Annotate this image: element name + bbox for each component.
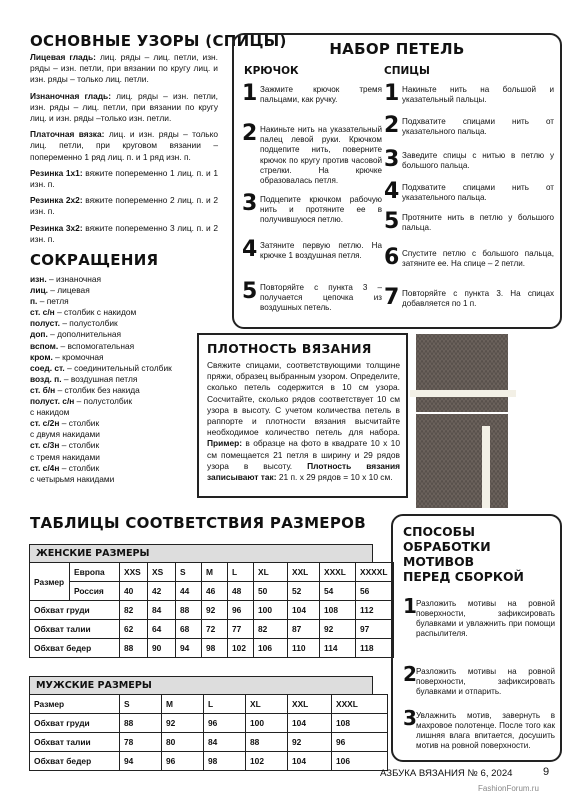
abbr-value: – столбик [61,418,100,429]
hook-step [242,123,382,186]
europe-size: S [176,563,202,582]
table-cell: 108 [332,714,388,733]
abbr-item [30,352,200,363]
table-row [30,563,394,582]
abbr-key: лиц. [30,285,48,296]
step-number: 2 [384,113,400,138]
needle-step [384,115,554,137]
table-cell: 104 [288,714,332,733]
pattern-desc: лиц. ряды – лиц. петли, изн. ряды – изн. петли, при вязании по кругу лиц. и изн. ряды – только лиц. петли. [30,52,218,85]
motif-step [403,708,555,751]
table-cell: 88 [120,714,162,733]
russia-size: 40 [120,582,148,601]
gauge-example-label: Пример: [207,438,243,449]
abbr-item [30,407,200,418]
table-cell: 106 [332,752,388,771]
table-cell: 94 [176,639,202,658]
europe-size: XL [254,563,288,582]
women-sizes-label: ЖЕНСКИЕ РАЗМЕРЫ [29,544,373,562]
men-sizes [29,676,388,771]
needle-step [384,287,554,309]
table-row [30,639,394,658]
size-cell: XXL [288,695,332,714]
size-cell: XXXL [332,695,388,714]
row-label: Обхват бедер [30,752,120,771]
step-text: Повторяйте с пункта 3. На спицах добавляется по 1 п. [402,289,554,309]
table-cell: 100 [246,714,288,733]
abbr-item [30,341,200,352]
needles-column-label: СПИЦЫ [384,65,430,77]
gauge-title: ПЛОТНОСТЬ ВЯЗАНИЯ [207,341,372,356]
table-row [30,714,388,733]
needle-step [384,181,554,203]
abbr-item [30,429,200,440]
motif-step [403,664,555,697]
pattern-term: Изнаночная гладь: [30,90,111,101]
table-cell: 104 [288,752,332,771]
abbr-key: п. [30,296,38,307]
gauge-record: 21 п. х 29 рядов = 10 х 10 см. [278,472,393,483]
abbr-value: – петля [39,296,69,307]
gauge-text [207,360,400,483]
table-row [30,620,394,639]
table-cell: 84 [148,601,176,620]
table-cell: 92 [320,620,356,639]
table-cell: 87 [288,620,320,639]
table-row [30,582,394,601]
size-cell: XL [246,695,288,714]
abbr-item [30,374,200,385]
step-text: Зажмите крючок тремя пальцами, как ручку. [260,85,382,105]
table-cell: 98 [202,639,228,658]
basic-patterns-title: ОСНОВНЫЕ УЗОРЫ (СПИЦЫ) [30,32,287,50]
hook-step [242,193,382,226]
table-row [30,752,388,771]
abbr-key: ст. с/3н [30,440,60,451]
step-text: Подхватите спицами нить от указательного пальца. [402,117,554,137]
russia-size: 44 [176,582,202,601]
needle-step [384,247,554,269]
abbr-item [30,285,200,296]
abbr-key: полуст. с/н [30,396,75,407]
abbr-key: ст. с/4н [30,462,60,473]
table-cell: 88 [246,733,288,752]
table-cell: 72 [202,620,228,639]
hook-step [242,281,382,314]
step-number: 3 [403,706,417,730]
women-size-table [29,562,394,658]
hook-step [242,83,382,105]
table-cell: 82 [254,620,288,639]
table-cell: 96 [332,733,388,752]
table-cell: 62 [120,620,148,639]
table-cell: 100 [254,601,288,620]
abbr-value: – полустолбик [62,318,118,329]
table-cell: 96 [204,714,246,733]
motif-step [403,596,555,639]
table-cell: 64 [148,620,176,639]
russia-size: 46 [202,582,228,601]
europe-label: Европа [70,563,120,582]
step-number: 3 [242,191,258,216]
table-cell: 97 [356,620,394,639]
table-cell: 90 [148,639,176,658]
abbr-key: соед. ст. [30,362,65,373]
abbr-value: – изнаночная [49,274,102,284]
step-number: 1 [384,81,400,106]
abbr-item [30,474,200,485]
pattern-item [30,129,218,163]
pattern-item [30,223,218,245]
abbr-value: – полустолбик [76,396,133,407]
abbr-value: – кромочная [55,351,104,362]
size-cell: M [162,695,204,714]
row-label: Обхват груди [30,601,120,620]
russia-size: 42 [148,582,176,601]
step-number: 4 [242,237,258,262]
abbr-item [30,452,200,463]
abbr-value: – столбик с накидом [57,307,137,318]
abbr-value: с накидом [30,407,70,418]
row-label: Обхват груди [30,714,120,733]
abbr-key: ст. с/н [30,307,55,318]
motifs-title-line: ОБРАБОТКИ [403,539,491,554]
men-sizes-label: МУЖСКИЕ РАЗМЕРЫ [29,676,373,694]
europe-size: XXXXL [356,563,394,582]
abbr-key: ст. б/н [30,384,56,395]
abbr-item [30,307,200,318]
abbr-value: с четырьмя накидами [30,473,115,484]
gauge-body: Свяжите спицами, соответствующими толщине пряжи, образец выбранным узором. Определите, сколько петель содержится в 10 см узора. Сосчитайте, сколько рядов соответствует 10 см узора в высоту. С учетом количества петель в раппорте и плотности вязания высчитайте необходимое количество петель для набора. [207,360,400,438]
table-cell: 96 [228,601,254,620]
table-cell: 92 [288,733,332,752]
russia-size: 56 [356,582,394,601]
motifs-title-line: СПОСОБЫ [403,524,475,539]
abbr-item [30,274,200,285]
pattern-item [30,195,218,217]
russia-size: 50 [254,582,288,601]
pattern-desc: вяжите попеременно 2 лиц. п. и 2 изн. п. [30,195,218,217]
table-row [30,601,394,620]
table-cell: 110 [288,639,320,658]
pattern-desc: вяжите попеременно 3 лиц. п. и 2 изн. п. [30,222,218,244]
table-cell: 114 [320,639,356,658]
motifs-title [403,524,524,584]
motifs-box [391,514,562,762]
step-text: Подцепите крючком рабочую нить и протяните ее в получившуюся петлю. [260,195,382,225]
europe-size: XS [148,563,176,582]
abbr-key: вспом. [30,340,59,351]
pattern-term: Резинка 2х2: [30,195,83,206]
pattern-item [30,52,218,86]
row-label: Обхват бедер [30,639,120,658]
abbr-key: кром. [30,351,53,362]
size-tables-title: ТАБЛИЦЫ СООТВЕТСТВИЯ РАЗМЕРОВ [30,514,366,532]
abbr-value: – вспомогательная [60,340,135,351]
size-cell: L [204,695,246,714]
pattern-term: Резинка 3х2: [30,222,83,233]
table-cell: 84 [204,733,246,752]
abbr-item [30,296,200,307]
step-number: 1 [403,594,417,618]
size-header: Размер [30,563,70,601]
abbr-item [30,318,200,329]
abbr-item [30,329,200,340]
step-text: Спустите петлю с большого пальца, затяните ее. На спице – 2 петли. [402,249,554,269]
gauge-box [197,333,408,498]
step-text: Протяните нить в петлю у большого пальца. [402,213,554,233]
step-number: 3 [384,147,400,172]
table-cell: 80 [162,733,204,752]
hook-step [242,239,382,261]
table-cell: 92 [162,714,204,733]
basic-patterns-list [30,52,218,250]
motifs-title-line: МОТИВОВ [403,554,475,569]
table-cell: 68 [176,620,202,639]
abbr-value: – воздушная петля [63,373,138,384]
russia-label: Россия [70,582,120,601]
pattern-item [30,168,218,190]
abbreviations-title: СОКРАЩЕНИЯ [30,251,159,269]
abbr-key: доп. [30,329,48,340]
table-row [30,695,388,714]
abbr-value: – столбик без накида [57,384,140,395]
abbr-value: – лицевая [50,285,90,296]
step-text: Повторяйте с пункта 3 – получается цепочка из воздушных петель. [260,283,382,313]
russia-size: 48 [228,582,254,601]
step-text: Заведите спицы с нитью в петлю у большого пальца. [402,151,554,171]
table-cell: 77 [228,620,254,639]
abbr-value: – столбик [61,462,100,473]
table-cell: 104 [288,601,320,620]
table-cell: 96 [162,752,204,771]
pattern-desc: вяжите попеременно 1 лиц. п. и 1 изн. п. [30,167,218,190]
step-number: 2 [242,121,258,146]
abbr-value: с двумя накидами [30,429,100,440]
abbr-item [30,418,200,429]
size-cell: S [120,695,162,714]
europe-size: M [202,563,228,582]
table-cell: 118 [356,639,394,658]
pattern-desc: лиц. ряды – изн. петли, изн. ряды – лиц. петли, при вязании по кругу лиц. и изн. ряды –только изн. петли. [30,90,219,124]
table-cell: 88 [120,639,148,658]
women-sizes [29,544,394,658]
abbreviations-list [30,274,200,485]
step-text: Разложить мотивы на ровной поверхности, зафиксировать булавками и увлажнить при помощи распылителя. [416,599,555,639]
step-number: 5 [242,279,258,304]
table-cell: 102 [246,752,288,771]
pattern-term: Лицевая гладь: [30,52,96,62]
abbr-value: – столбик [61,440,100,451]
table-cell: 102 [228,639,254,658]
row-label: Обхват талии [30,620,120,639]
step-number: 5 [384,209,400,234]
abbr-key: изн. [30,274,47,284]
step-number: 4 [384,179,400,204]
europe-size: XXL [288,563,320,582]
hook-column-label: КРЮЧОК [244,65,299,77]
abbr-key: полуст. [30,318,60,329]
pattern-term: Резинка 1х1: [30,167,83,178]
table-row [30,733,388,752]
cast-on-title: НАБОР ПЕТЕЛЬ [329,40,465,58]
step-text: Разложить мотивы на ровной поверхности, зафиксировать булавками и отпарить. [416,667,555,697]
abbr-key: возд. п. [30,373,62,384]
europe-size: L [228,563,254,582]
gauge-record-label: Плотность вязания записывают так: [207,460,400,483]
abbr-value: – дополнительная [50,329,122,340]
abbr-item [30,385,200,396]
table-cell: 108 [320,601,356,620]
magazine-title: АЗБУКА ВЯЗАНИЯ № 6, 2024 [380,768,513,779]
step-number: 6 [384,245,400,270]
abbr-value: с тремя накидами [30,451,100,462]
step-text: Накиньте нить на большой и указательный пальцы. [402,85,554,105]
men-size-table [29,694,388,771]
pattern-item [30,91,218,125]
russia-size: 52 [288,582,320,601]
europe-size: XXS [120,563,148,582]
step-text: Накиньте нить на указательный палец левой руки. Крючком подцепите нить, поверните крючок по кругу против часовой стрелки. На крючке образовалась петля. [260,125,382,186]
cast-on-box [232,33,562,329]
pattern-term: Платочная вязка: [30,129,105,140]
step-number: 2 [403,662,417,686]
table-cell: 112 [356,601,394,620]
abbr-item [30,440,200,451]
table-cell: 88 [176,601,202,620]
table-cell: 82 [120,601,148,620]
abbr-item [30,396,200,407]
table-cell: 92 [202,601,228,620]
row-label: Обхват талии [30,733,120,752]
size-header: Размер [30,695,120,714]
abbr-key: ст. с/2н [30,418,60,429]
step-text: Подхватите спицами нить от указательного пальца. [402,183,554,203]
step-number: 7 [384,285,400,310]
swatch-photo [410,330,516,510]
table-cell: 78 [120,733,162,752]
step-text: Увлажнить мотив, завернуть в махровое полотенце. После того как лишняя влага впитается, досушить мотив на ровной поверхности. [416,711,555,751]
gauge-example: в образце на фото в квадрате 10 х 10 см помещается 21 петля в ширину и 29 рядов узора в высоту. [207,438,400,471]
russia-size: 54 [320,582,356,601]
table-cell: 94 [120,752,162,771]
step-number: 1 [242,81,258,106]
europe-size: XXXL [320,563,356,582]
watermark: FashionForum.ru [478,784,539,793]
needle-step [384,211,554,233]
needle-step [384,83,554,105]
abbr-item [30,463,200,474]
needle-step [384,149,554,171]
pattern-desc: лиц. и изн. ряды – только лиц. петли, при круговом вязании – попеременно 1 ряд лиц. п. и 1 ряд изн. п. [30,129,219,162]
page-number: 9 [543,766,550,778]
abbr-value: – соединительный столбик [67,362,172,373]
abbr-item [30,363,200,374]
step-text: Затяните первую петлю. На крючке 1 воздушная петля. [260,241,382,261]
table-cell: 98 [204,752,246,771]
table-cell: 106 [254,639,288,658]
motifs-title-line: ПЕРЕД СБОРКОЙ [403,569,524,584]
